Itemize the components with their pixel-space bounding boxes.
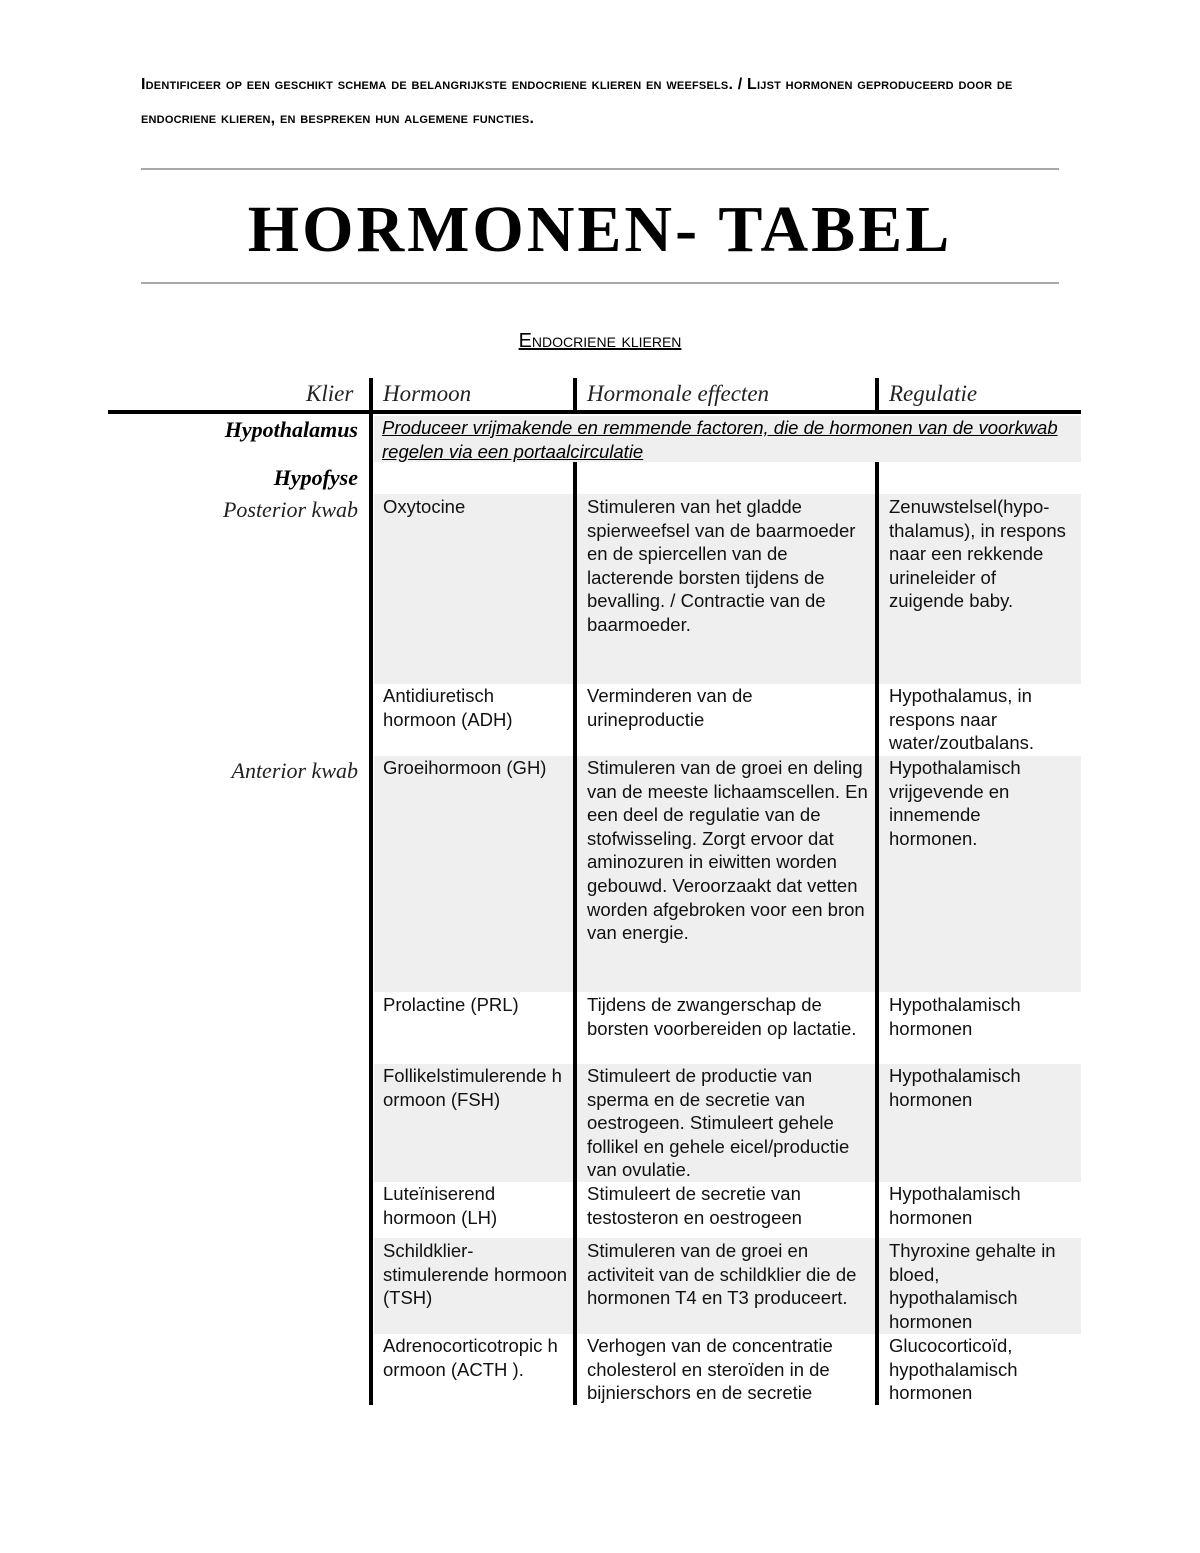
cell-hormone: Schildklier-stimulerende hormoon (TSH) bbox=[383, 1240, 568, 1309]
cell-effects: Verhogen van de concentratie cholesterol en steroïden in de bijnierschors en de secretie bbox=[587, 1335, 833, 1404]
cell-hormone: Luteïniserend hormoon (LH) bbox=[383, 1183, 498, 1228]
cell-regulation: Zenuwstelsel(hypo-thalamus), in respons naar een rekkende urineleider of zuigende baby. bbox=[889, 496, 1066, 612]
cell-regulation: Hypothalamisch hormonen bbox=[889, 1183, 1021, 1228]
cell-effects: Verminderen van de urineproductie bbox=[587, 685, 753, 730]
cell-hormone: Groeihormoon (GH) bbox=[383, 757, 547, 778]
gland-hypofyse: Hypofyse bbox=[273, 465, 358, 490]
column-divider-1 bbox=[369, 378, 373, 1405]
hypothalamus-description: Produceer vrijmakende en remmende factoren, die de hormonen van de voorkwab regelen via een portaalcirculatie bbox=[382, 417, 1058, 462]
header-klier: Klier bbox=[306, 381, 354, 406]
cell-regulation: Hypothalamisch hormonen bbox=[889, 1065, 1021, 1110]
cell-effects: Stimuleren van de groei en activiteit van de schildklier die de hormonen T4 en T3 produceert. bbox=[587, 1240, 857, 1309]
section-title: Endocriene klieren bbox=[518, 330, 682, 352]
cell-effects: Stimuleert de secretie van testosteron en oestrogeen bbox=[587, 1183, 802, 1228]
header-regulatie: Regulatie bbox=[889, 381, 978, 406]
gland-anterior-kwab: Anterior kwab bbox=[231, 758, 358, 783]
intro-text: Identificeer op een geschikt schema de belangrijkste endocriene klieren en weefsels. / Lijst hormonen geproduceerd door de endocriene klieren, en bespreken hun algemene functies. bbox=[141, 76, 1013, 127]
cell-hormone: Prolactine (PRL) bbox=[383, 994, 519, 1015]
column-divider-2-header bbox=[573, 378, 577, 412]
column-divider-3 bbox=[875, 462, 879, 1405]
cell-effects: Stimuleren van het gladde spierweefsel van de baarmoeder en de spiercellen van de lacterende borsten tijdens de bevalling. / Contractie van de baarmoeder. bbox=[587, 496, 856, 635]
header-rule bbox=[108, 410, 1081, 414]
top-divider bbox=[141, 168, 1059, 170]
cell-effects: Stimuleren van de groei en deling van de meeste lichaamscellen. En een deel de regulatie van de stofwisseling. Zorgt ervoor dat aminozuren in eiwitten worden gebouwd. Veroorzaakt dat vetten worden afgebroken voor een bron van energie. bbox=[587, 757, 868, 944]
cell-regulation: Thyroxine gehalte in bloed, hypothalamisch hormonen bbox=[889, 1240, 1056, 1332]
gland-hypothalamus: Hypothalamus bbox=[224, 417, 358, 442]
cell-regulation: Glucocorticoïd, hypothalamisch hormonen bbox=[889, 1335, 1018, 1404]
cell-regulation: Hypothalamisch hormonen bbox=[889, 994, 1021, 1039]
header-hormoon: Hormoon bbox=[383, 381, 472, 406]
gland-posterior-kwab: Posterior kwab bbox=[222, 497, 358, 522]
cell-hormone: Antidiuretisch hormoon (ADH) bbox=[383, 685, 513, 730]
cell-hormone: Adrenocorticotropic hormoon (ACTH ). bbox=[383, 1335, 558, 1380]
header-effecten: Hormonale effecten bbox=[587, 381, 770, 406]
bottom-divider bbox=[141, 282, 1059, 284]
cell-regulation: Hypothalamus, in respons naar water/zoutbalans. bbox=[889, 685, 1035, 754]
cell-hormone: Follikelstimulerende hormoon (FSH) bbox=[383, 1065, 562, 1110]
column-divider-2 bbox=[573, 462, 577, 1405]
page-title: HORMONEN- TABEL bbox=[247, 193, 953, 266]
cell-effects: Stimuleert de productie van sperma en de secretie van oestrogeen. Stimuleert gehele follikel en gehele eicel/productie van ovulatie. bbox=[587, 1065, 850, 1181]
column-divider-3-header bbox=[875, 378, 879, 412]
cell-hormone: Oxytocine bbox=[383, 496, 466, 517]
cell-effects: Tijdens de zwangerschap de borsten voorbereiden op lactatie. bbox=[587, 994, 857, 1039]
cell-regulation: Hypothalamisch vrijgevende en innemende hormonen. bbox=[889, 757, 1021, 849]
